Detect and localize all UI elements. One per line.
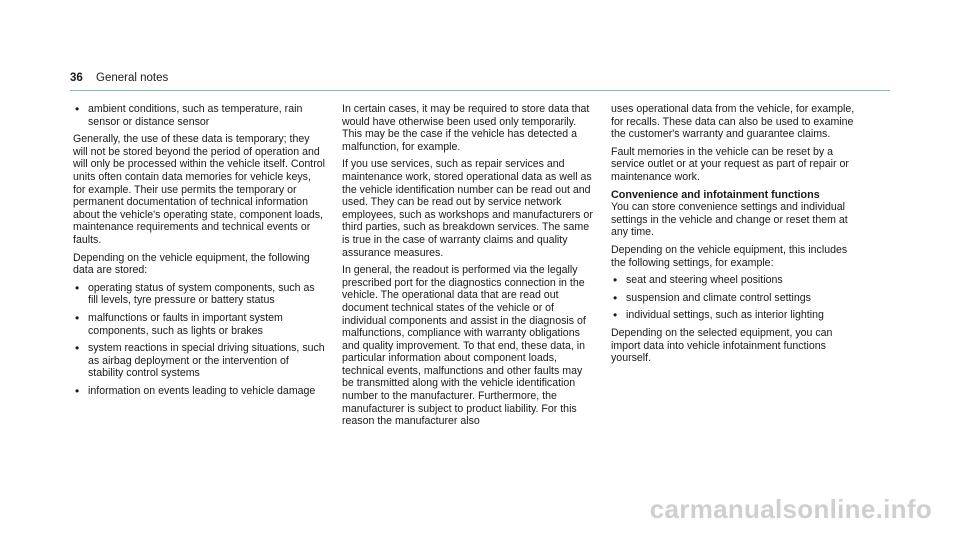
list-item: • system reactions in special driving situations, such as airbag deployment or the intervention of stability control systems	[73, 342, 325, 380]
paragraph: Depending on the selected equipment, you can import data into vehicle infotainment functions yourself.	[611, 326, 833, 365]
paragraph: Fault memories in the vehicle can be reset by a service outlet or at your request as part of repair or maintenance work.	[611, 145, 849, 183]
list-item: • ambient conditions, such as temperature, rain sensor or distance sensor	[73, 103, 325, 128]
list-item: • seat and steering wheel positions	[611, 274, 863, 287]
list-item: • individual settings, such as interior lighting	[611, 309, 863, 322]
list-item: • operating status of system components, such as fill levels, tyre pressure or battery status	[73, 282, 325, 307]
page-number: 36	[70, 72, 83, 84]
paragraph: Depending on the vehicle equipment, this includes the following settings, for example:	[611, 243, 848, 269]
paragraph: If you use services, such as repair services and maintenance work, stored operational data as well as the vehicle identification number can be read out and used. They can be read out by service network employees, such as workshops and manufacturers or third parties, such as breakdown services. The same is true in the case of warranty claims and quality assurance measures.	[342, 158, 593, 259]
paragraph: Depending on the vehicle equipment, the following data are stored:	[73, 251, 310, 277]
section-title: General notes	[96, 72, 169, 84]
watermark: carmanualsonline.info	[649, 494, 932, 524]
bullet-list	[73, 282, 325, 398]
paragraph: Generally, the use of these data is temporary; they will not be stored beyond the period of operation and will only be processed within the vehicle itself. Control units often contain data memories for vehicle keys, for example. Their use permits the temporary or permanent documentation of technical information about the vehicle's operating state, component loads, maintenance requirements and technical events or faults.	[73, 133, 326, 246]
page-header	[70, 72, 168, 84]
list-item: • suspension and climate control settings	[611, 292, 863, 305]
column-2	[342, 103, 594, 433]
list-item: • information on events leading to vehicle damage	[73, 385, 325, 398]
paragraph: In general, the readout is performed via the legally prescribed port for the diagnostics connection in the vehicle. The operational data that are read out document technical states of the vehicle or of individual components and assist in the diagnosis of malfunctions, compliance with warranty obligations and quality improvement. To that end, these data, in particular information about component loads, technical events, malfunctions and other faults may be transmitted along with the vehicle identification number to the manufacturer. Furthermore, the manufacturer is subject to product liability. For this reason the manufacturer also	[342, 264, 586, 428]
bullet-list	[73, 103, 325, 128]
paragraph: You can store convenience settings and individual settings in the vehicle and change or reset them at any time.	[611, 201, 848, 239]
paragraph: In certain cases, it may be required to store data that would have otherwise been used only temporarily. This may be the case if the vehicle has detected a malfunction, for example.	[342, 103, 590, 153]
header-rule	[70, 90, 890, 91]
section-heading: Convenience and infotainment functions	[611, 188, 820, 201]
column-3	[611, 103, 863, 370]
list-item: • malfunctions or faults in important system components, such as lights or brakes	[73, 312, 325, 337]
paragraph: uses operational data from the vehicle, for example, for recalls. These data can also be used to examine the customer's warranty and guarantee claims.	[611, 103, 855, 141]
column-1	[73, 103, 325, 402]
bullet-list	[611, 274, 863, 322]
